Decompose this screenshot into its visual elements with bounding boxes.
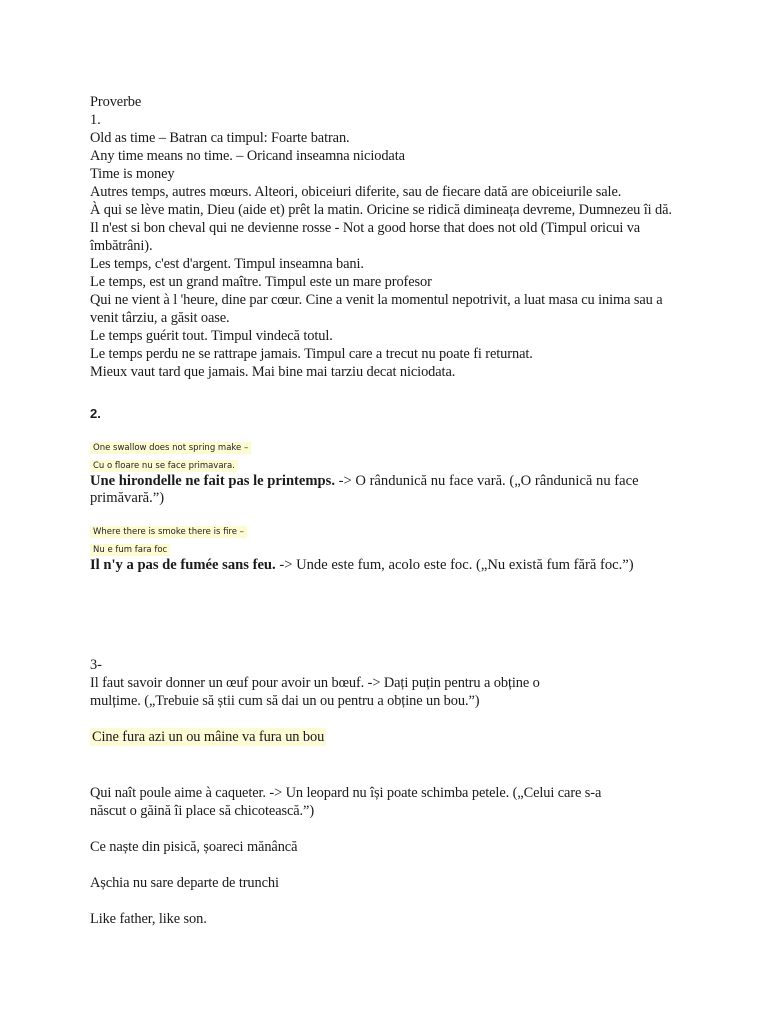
proverb-line: Qui naît poule aime à caqueter. -> Un leopard nu își poate schimba petele. („Celui care s-a născut o găină îi place să chicotească.”) — [90, 785, 602, 819]
french-proverb — [90, 557, 690, 574]
proverb-line: Așchia nu sare departe de trunchi — [90, 875, 279, 891]
document-title: Proverbe — [90, 94, 142, 110]
proverb-line: Le temps, est un grand maître. Timpul este un mare profesor — [90, 274, 432, 290]
proverb-line: Les temps, c'est d'argent. Timpul inseamna bani. — [90, 256, 364, 272]
proverb-line: Le temps guérit tout. Timpul vindecă totul. — [90, 328, 333, 344]
highlight-note-ro: Nu e fum fara foc — [90, 544, 170, 556]
proverb-line: Il faut savoir donner un œuf pour avoir un bœuf. -> Dați puțin pentru a obține o mulțime. („Trebuie să știi cum să dai un ou pentru a obține un bou.”) — [90, 675, 540, 709]
french-proverb-bold: Une hirondelle ne fait pas le printemps. — [90, 473, 335, 489]
proverb-line: Time is money — [90, 166, 175, 182]
section-3-number: 3- — [90, 657, 102, 673]
highlight-note-ro: Cu o floare nu se face primavara. — [90, 460, 238, 472]
proverb-line: Like father, like son. — [90, 911, 207, 927]
document-body — [90, 93, 690, 928]
proverb-line: Autres temps, autres mœurs. Alteori, obiceiuri diferite, sau de fiecare dată are obiceiurile sale. — [90, 184, 622, 200]
proverb-line: Ce naște din pisică, șoareci mănâncă — [90, 839, 298, 855]
section-1-number: 1. — [90, 112, 101, 128]
highlight-note-en: One swallow does not spring make – — [90, 442, 251, 454]
proverb-translation: -> O rândunică nu face vară. („O rândunică nu face primăvară.”) — [90, 473, 639, 506]
proverb-line: À qui se lève matin, Dieu (aide et) prêt la matin. Oricine se ridică dimineața devreme, Dumnezeu îi dă. — [90, 202, 672, 218]
section-2-number: 2. — [90, 406, 101, 421]
proverb-translation: -> Unde este fum, acolo este foc. („Nu există fum fără foc.”) — [275, 557, 634, 573]
french-proverb — [90, 473, 690, 507]
highlighted-proverb: Cine fura azi un ou mâine va fura un bou — [92, 729, 325, 745]
french-proverb-bold: Il n'y a pas de fumée sans feu. — [90, 557, 276, 573]
highlight-note-en: Where there is smoke there is fire – — [90, 526, 247, 538]
proverb-line: Old as time – Batran ca timpul: Foarte batran. — [90, 130, 350, 146]
section-2-item — [90, 437, 690, 507]
section-2-item — [90, 521, 690, 574]
proverb-line: Any time means no time. – Oricand inseamna niciodata — [90, 148, 405, 164]
proverb-line: Qui ne vient à l 'heure, dine par cœur. Cine a venit la momentul nepotrivit, a luat masa cu inima sau a venit târziu, a găsit oase. — [90, 292, 663, 326]
proverb-line: Mieux vaut tard que jamais. Mai bine mai tarziu decat niciodata. — [90, 364, 456, 380]
proverb-line: Le temps perdu ne se rattrape jamais. Timpul care a trecut nu poate fi returnat. — [90, 346, 533, 362]
proverb-line: Il n'est si bon cheval qui ne devienne rosse - Not a good horse that does not old (Timpul oricui va îmbătrâni). — [90, 220, 641, 254]
